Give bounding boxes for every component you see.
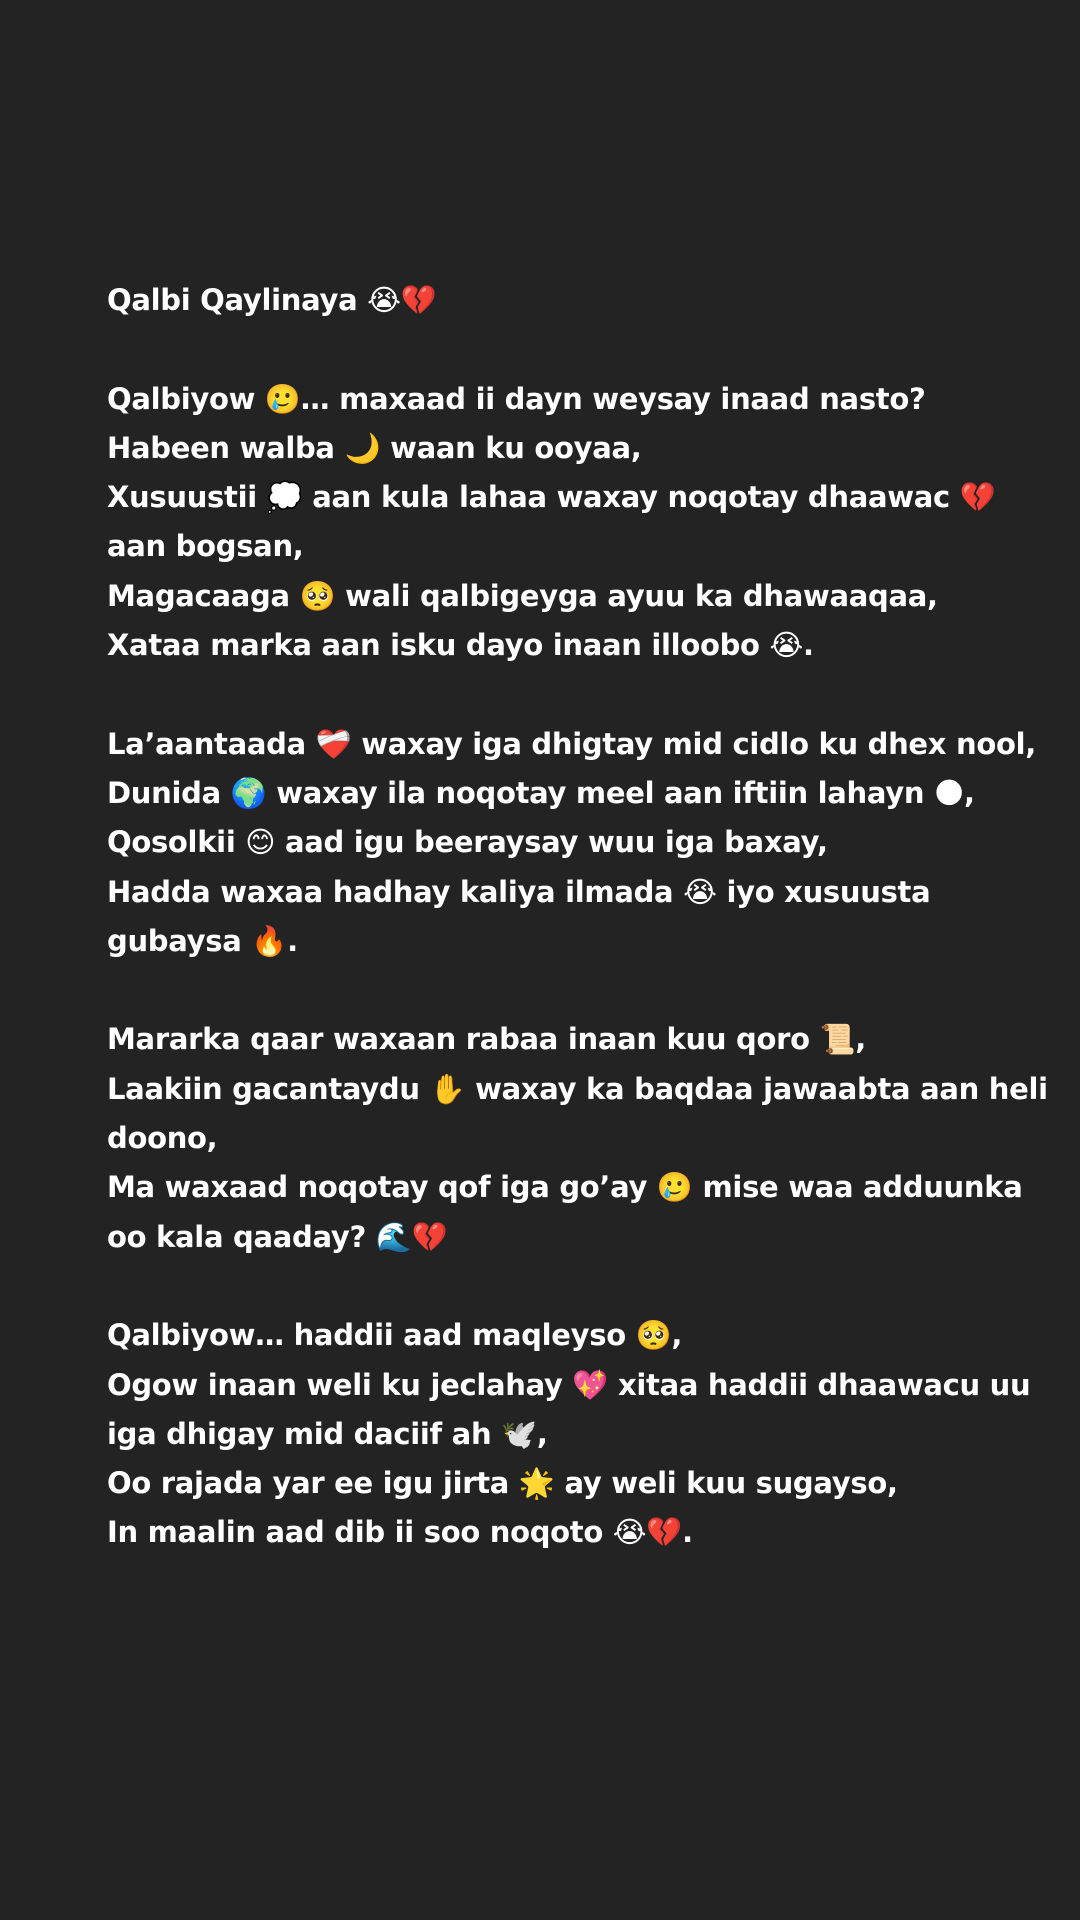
poem-line: Qalbiyow… haddii aad maqleyso 🥺,: [107, 1318, 683, 1353]
stanza-gap: [107, 966, 937, 1015]
poem-line: aan bogsan,: [107, 529, 304, 564]
poem-line: Xusuustii 💭 aan kula lahaa waxay noqotay dhaawac 💔: [107, 480, 996, 515]
poem-line: Dunida 🌍 waxay ila noqotay meel aan iftiin lahayn 🌑,: [107, 775, 975, 810]
poem-line: Oo rajada yar ee igu jirta 🌟 ay weli kuu sugayso,: [107, 1466, 898, 1501]
poem-line: In maalin aad dib ii soo noqoto 😭💔.: [107, 1515, 693, 1550]
stanza-gap: [107, 1262, 937, 1311]
poem-line: doono,: [107, 1121, 218, 1156]
poem-line: iga dhigay mid daciif ah 🕊️,: [107, 1416, 548, 1451]
stanza-gap: [107, 670, 937, 719]
poem-line: Ma waxaad noqotay qof iga go’ay 🥲 mise waa adduunka: [107, 1170, 1023, 1205]
post-text-block: [107, 276, 1048, 1558]
poem-line: Qosolkii 😊 aad igu beeraysay wuu iga baxay,: [107, 825, 828, 860]
poem-line: Habeen walba 🌙 waan ku ooyaa,: [107, 430, 642, 465]
poem-line: Mararka qaar waxaan rabaa inaan kuu qoro 📜,: [107, 1022, 867, 1057]
poem-line: Hadda waxaa hadhay kaliya ilmada 😭 iyo xusuusta: [107, 874, 931, 909]
poem-line: oo kala qaaday? 🌊💔: [107, 1219, 448, 1254]
poem-line: Xataa marka aan isku dayo inaan illoobo 😭.: [107, 628, 814, 663]
poem-line: Ogow inaan weli ku jeclahay 💖 xitaa haddii dhaawacu uu: [107, 1367, 1031, 1402]
poem-line: Laakiin gacantaydu ✋ waxay ka baqdaa jawaabta aan heli: [107, 1071, 1048, 1106]
poem-line: Magacaaga 🥺 wali qalbigeyga ayuu ka dhawaaqaa,: [107, 578, 938, 613]
stanza-gap: [107, 325, 937, 374]
post-title: Qalbi Qaylinaya 😭💔: [107, 283, 437, 317]
poem-line: gubaysa 🔥.: [107, 923, 298, 958]
poem-line: Qalbiyow 🥲… maxaad ii dayn weysay inaad nasto?: [107, 381, 926, 416]
poem-line: La’aantaada ❤️‍🩹 waxay iga dhigtay mid cidlo ku dhex nool,: [107, 726, 1036, 761]
